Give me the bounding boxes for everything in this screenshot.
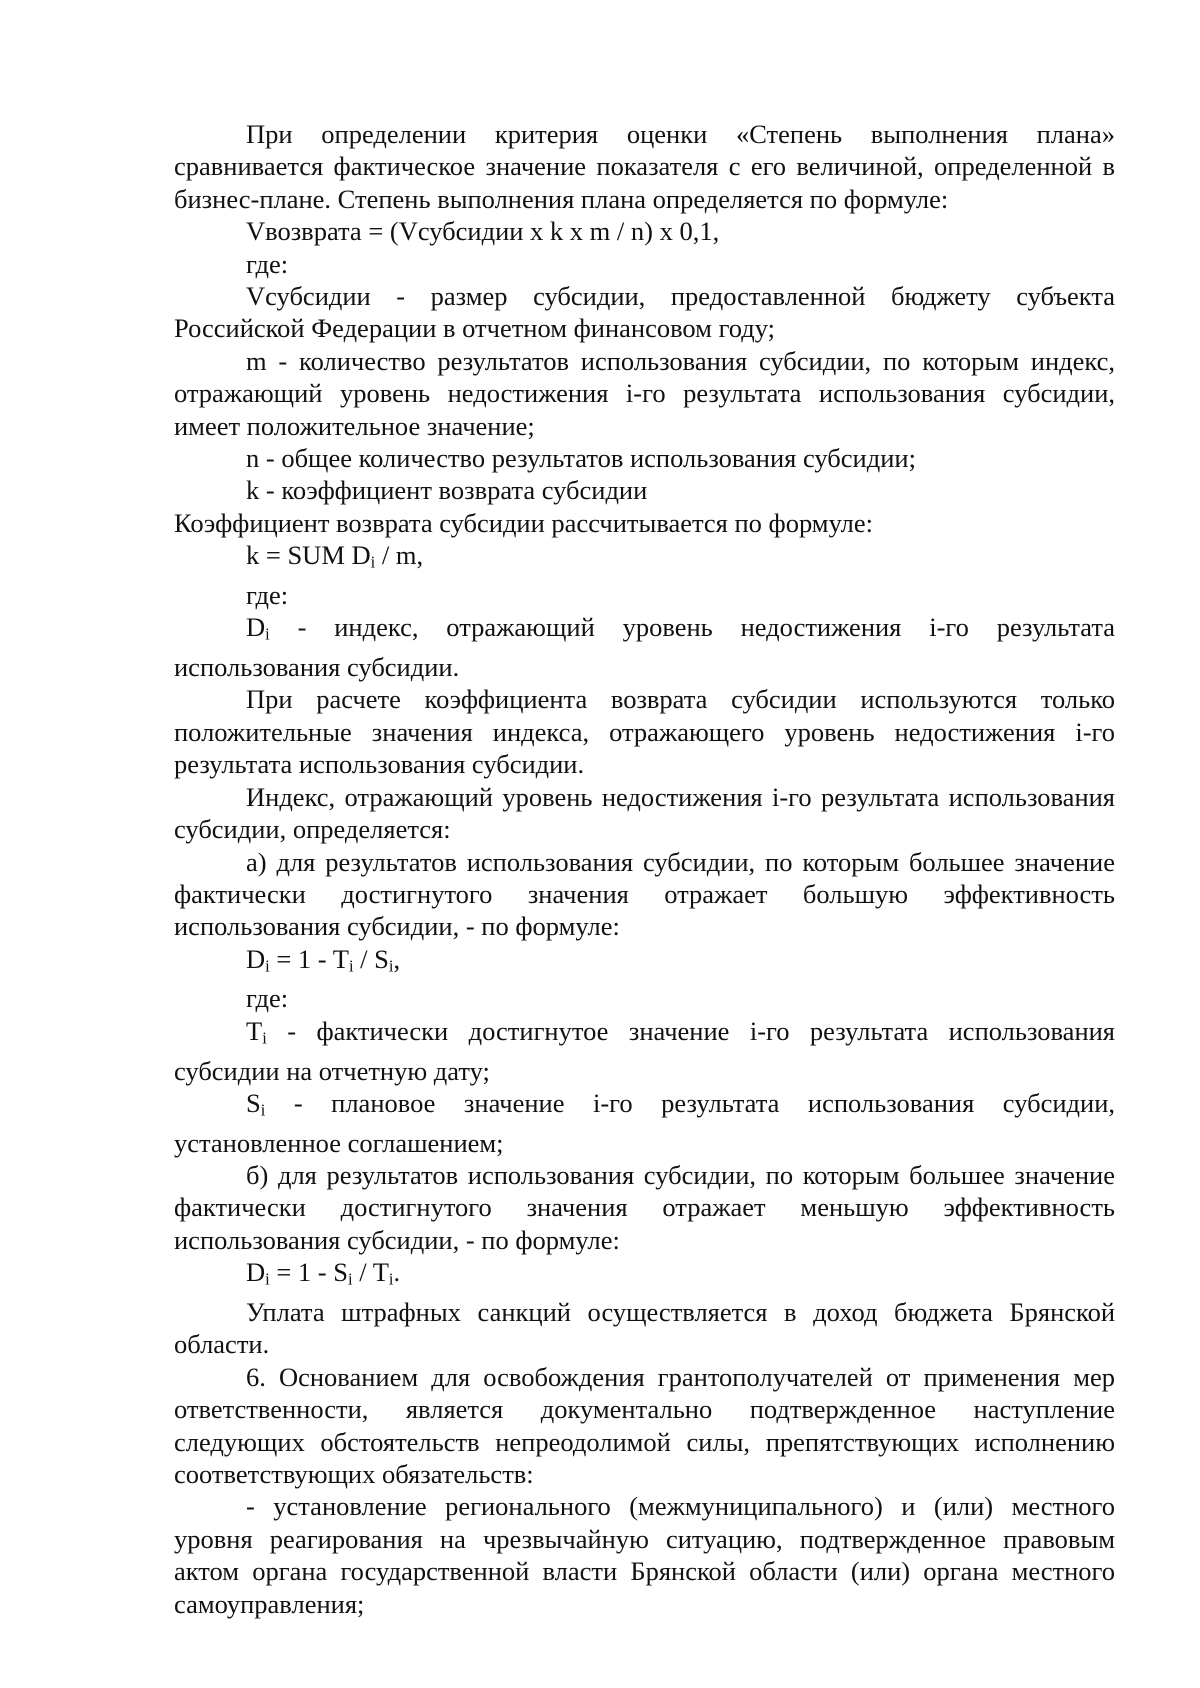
paragraph-text: k - коэффициент возврата субсидии (246, 475, 648, 506)
paragraph-text: k = SUM D (246, 540, 371, 571)
paragraph-text: Индекс, отражающий уровень недостижения i-го результата использования субсидии, определяется: (174, 781, 1115, 845)
subscript: i (388, 1269, 394, 1289)
paragraph-text: 6. Основанием для освобождения грантополучателей от применения мер ответственности, является документально подтвержденное наступление следующих обстоятельств непреодолимой силы, препятствующих исполнению соответствующих обязательств: (174, 1361, 1115, 1489)
subscript: i (265, 624, 270, 644)
paragraph-text: где: (246, 983, 289, 1014)
paragraph-text: / S (353, 943, 389, 974)
formula-line (174, 982, 1115, 1014)
subscript: i (265, 1269, 270, 1289)
paragraph-text: - индекс, отражающий уровень недостижения i-го результата использования субсидии. (174, 612, 1115, 683)
paragraph-text: Vвозврата = (Vсубсидии x k x m / n) x 0,1, (246, 216, 720, 247)
paragraph-text: T (246, 1015, 263, 1046)
paragraph (174, 1015, 1115, 1087)
formula-line (174, 442, 1115, 474)
document-body (174, 118, 1115, 1620)
subscript: i (262, 1028, 267, 1048)
subscript: i (265, 956, 270, 975)
paragraph-text: - установление регионального (межмуниципального) и (или) местного уровня реагирования на чрезвычайную ситуацию, подтвержденное правовым актом органа государственной власти Брянской области (или) органа местного самоуправления; (174, 1491, 1115, 1619)
paragraph-text: D (246, 612, 266, 643)
paragraph (174, 345, 1115, 442)
paragraph (174, 1159, 1115, 1256)
subscript: i (348, 956, 354, 975)
paragraph (174, 1490, 1115, 1620)
paragraph (174, 683, 1115, 780)
paragraph-text: m - количество результатов использования субсидии, по которым индекс, отражающий уровень недостижения i-го результата использования субсидии, имеет положительное значение; (174, 345, 1115, 441)
paragraph (174, 1361, 1115, 1491)
paragraph-text: / m, (375, 540, 424, 571)
formula-line (174, 539, 1115, 579)
paragraph (174, 611, 1115, 683)
paragraph-text: При определении критерия оценки «Степень выполнения плана» сравнивается фактическое значение показателя с его величиной, определенной в бизнес-плане. Степень выполнения плана определяется по формуле: (174, 119, 1115, 214)
paragraph-text: , (393, 943, 401, 974)
paragraph-text: - фактически достигнутое значение i-го результата использования субсидии на отчетную дату; (174, 1015, 1115, 1086)
paragraph-text: n - общее количество результатов использования субсидии; (246, 443, 916, 474)
paragraph-text: . (393, 1257, 401, 1288)
paragraph-text: При расчете коэффициента возврата субсидии используются только положительные значения индекса, отражающего уровень недостижения i-го результата использования субсидии. (174, 684, 1115, 780)
paragraph-text: Коэффициент возврата субсидии рассчитывается по формуле: (174, 507, 874, 538)
subscript: i (260, 1100, 266, 1120)
paragraph-text: где: (246, 579, 289, 610)
paragraph (174, 280, 1115, 345)
subscript: i (370, 552, 376, 572)
paragraph (174, 507, 1115, 539)
paragraph-text: а) для результатов использования субсидии, по которым большее значение фактически достигнутого значения отражает большую эффективность использования субсидии, - по формуле: (174, 846, 1115, 942)
paragraph-text: D (246, 943, 266, 974)
paragraph-text: Уплата штрафных санкций осуществляется в доход бюджета Брянской области. (174, 1296, 1115, 1360)
formula-line (174, 579, 1115, 611)
paragraph (174, 781, 1115, 846)
paragraph-text: = 1 - T (269, 943, 349, 974)
paragraph-text: где: (246, 248, 289, 279)
paragraph (174, 118, 1115, 215)
paragraph-text: / T (352, 1257, 389, 1288)
paragraph-text: S (246, 1087, 261, 1118)
paragraph (174, 846, 1115, 943)
formula-line (174, 215, 1115, 247)
paragraph-text: = 1 - S (269, 1257, 348, 1288)
formula-line (174, 943, 1115, 983)
paragraph-text: б) для результатов использования субсидии, по которым большее значение фактически достигнутого значения отражает меньшую эффективность использования субсидии, - по формуле: (174, 1160, 1115, 1255)
subscript: i (388, 956, 394, 975)
paragraph-text: D (246, 1257, 266, 1288)
subscript: i (347, 1269, 353, 1289)
formula-line (174, 248, 1115, 280)
paragraph (174, 1087, 1115, 1159)
formula-line (174, 474, 1115, 506)
formula-line (174, 1256, 1115, 1296)
paragraph-text: Vсубсидии - размер субсидии, предоставленной бюджету субъекта Российской Федерации в отчетном финансовом году; (174, 281, 1115, 344)
paragraph (174, 1296, 1115, 1361)
paragraph-text: - плановое значение i-го результата использования субсидии, установленное соглашением; (174, 1087, 1115, 1158)
